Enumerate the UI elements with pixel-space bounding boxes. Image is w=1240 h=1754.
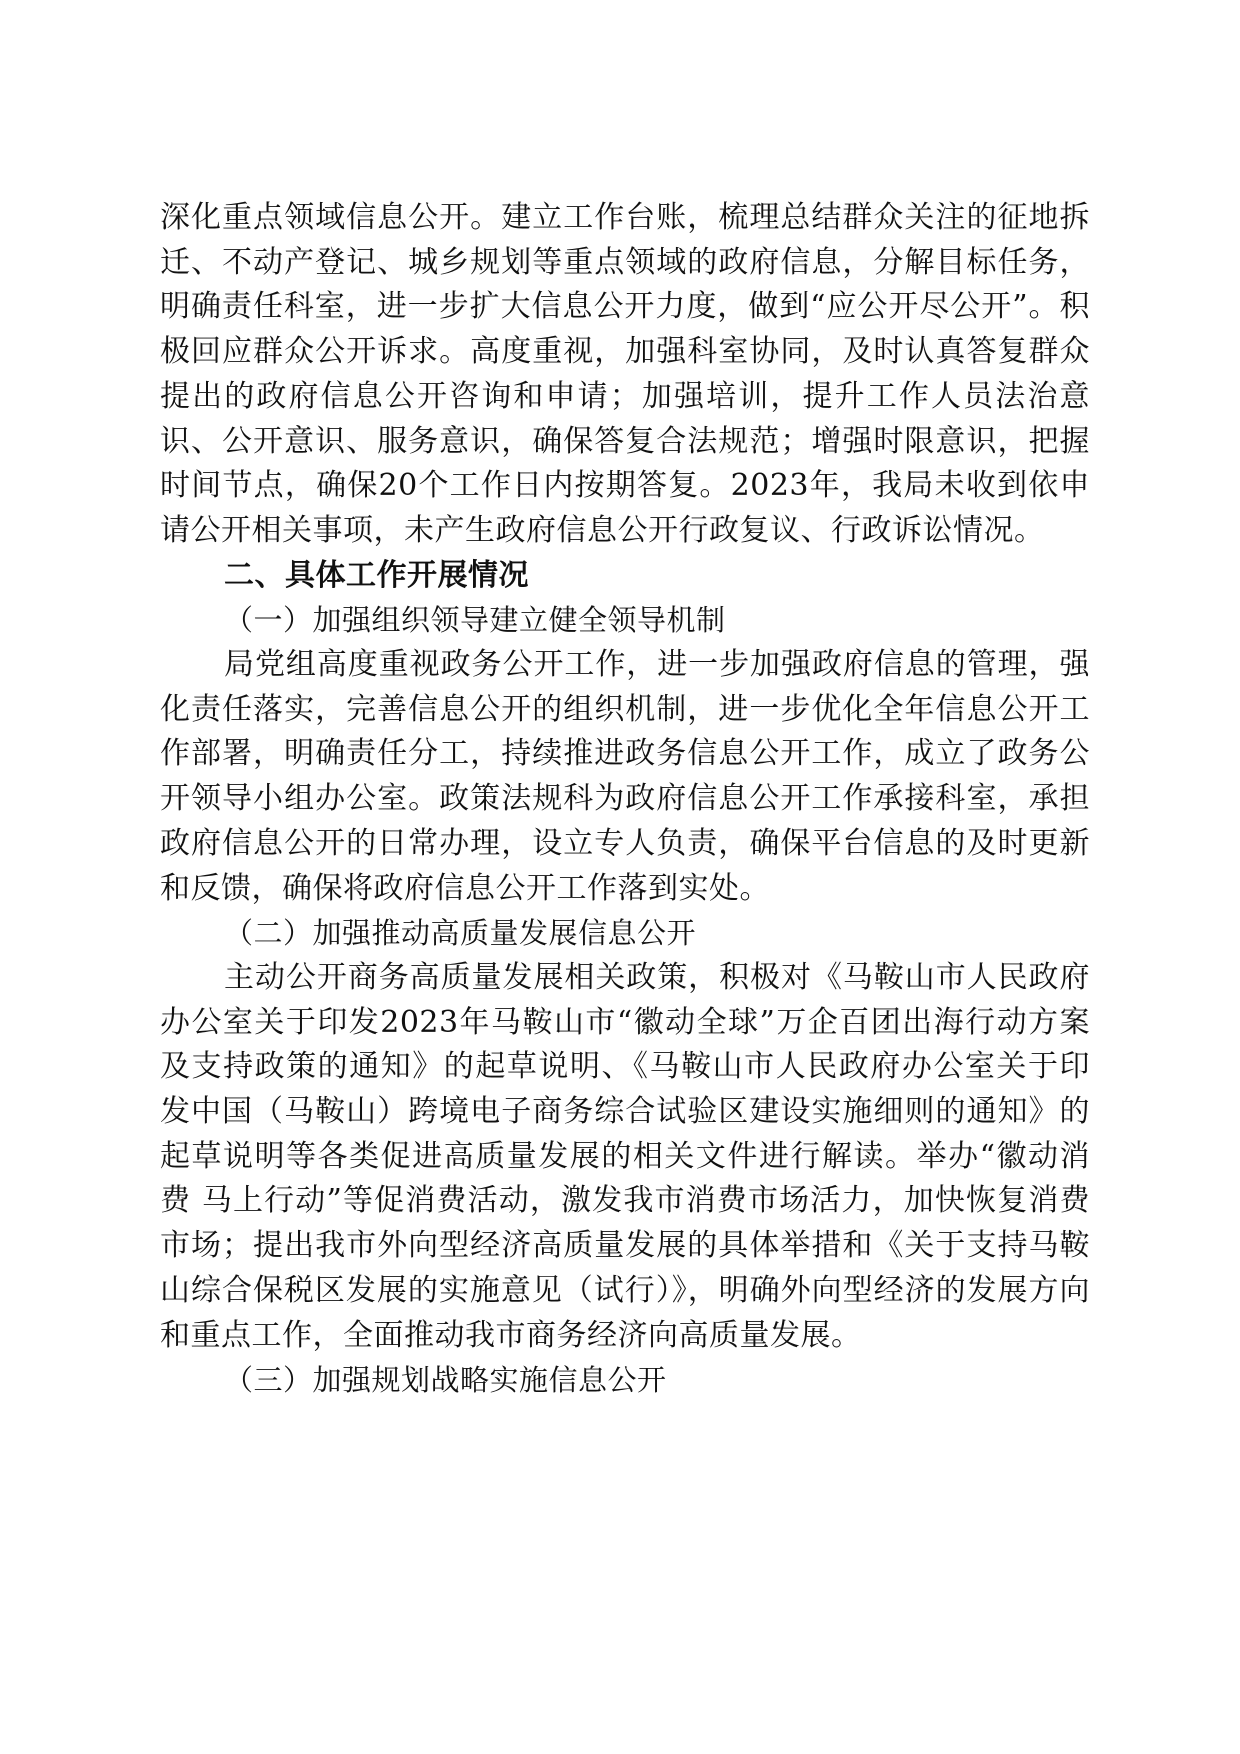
subheading-planning-strategy: （三）加强规划战略实施信息公开: [224, 1363, 667, 1398]
subheading-organization-leadership: （一）加强组织领导建立健全领导机制: [224, 603, 726, 638]
subheading-high-quality-development: （二）加强推动高质量发展信息公开: [224, 916, 697, 951]
paragraph-organization-leadership: 局党组高度重视政务公开工作，进一步加强政府信息的管理，强化责任落实，完善信息公开的组织机制，进一步优化全年信息公开工作部署，明确责任分工，持续推进政务信息公开工作，成立了政务公开领导小组办公室。政策法规科为政府信息公开工作承接科室，承担政府信息公开的日常办理，设立专人负责，确保平台信息的及时更新和反馈，确保将政府信息公开工作落到实处。: [160, 647, 1090, 906]
document-page: [160, 196, 1090, 1403]
section-heading-work-progress: 二、具体工作开展情况: [224, 557, 529, 593]
paragraph-disclosure-continuation: 深化重点领域信息公开。建立工作台账，梳理总结群众关注的征地拆迁、不动产登记、城乡规划等重点领域的政府信息，分解目标任务，明确责任科室，进一步扩大信息公开力度，做到“应公开尽公开”。积极回应群众公开诉求。高度重视，加强科室协同，及时认真答复群众提出的政府信息公开咨询和申请；加强培训，提升工作人员法治意识、公开意识、服务意识，确保答复合法规范；增强时限意识，把握时间节点，确保20个工作日内按期答复。2023年，我局未收到依申请公开相关事项，未产生政府信息公开行政复议、行政诉讼情况。: [160, 200, 1090, 548]
paragraph-high-quality-development: 主动公开商务高质量发展相关政策，积极对《马鞍山市人民政府办公室关于印发2023年马鞍山市“徽动全球”万企百团出海行动方案及支持政策的通知》的起草说明、《马鞍山市人民政府办公室关于印发中国（马鞍山）跨境电子商务综合试验区建设实施细则的通知》的起草说明等各类促进高质量发展的相关文件进行解读。举办“徽动消费 马上行动”等促消费活动，激发我市消费市场活力，加快恢复消费市场；提出我市外向型经济高质量发展的具体举措和《关于支持马鞍山综合保税区发展的实施意见（试行）》，明确外向型经济的发展方向和重点工作，全面推动我市商务经济向高质量发展。: [160, 959, 1090, 1353]
